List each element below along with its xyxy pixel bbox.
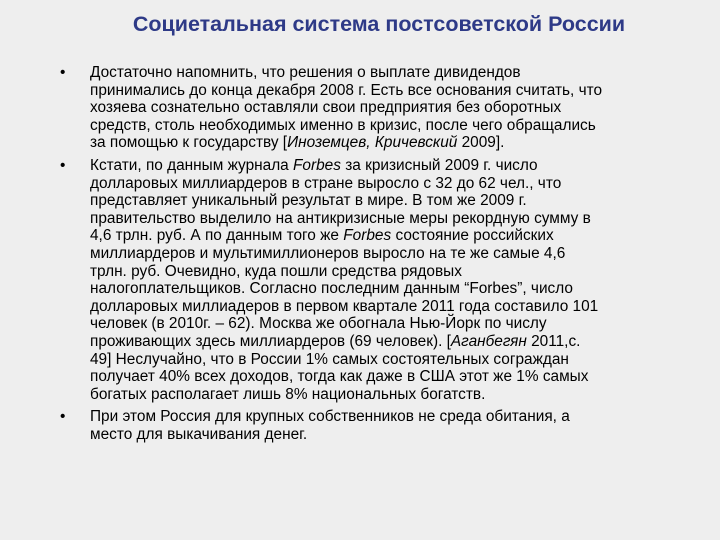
text-segment: правительство выделило на антикризисные меры рекордную сумму в [90,209,591,227]
bullet-marker: • [60,408,66,426]
text-segment: долларовых миллиадеров в первом квартале 2011 года составило 101 [90,297,599,315]
bullet-text-line [90,386,714,404]
bullet-text-line [90,368,714,386]
bullet-item [58,408,714,443]
text-segment: 2009]. [457,134,505,152]
bullet-list [58,64,714,448]
text-segment: Достаточно напомнить, что решения о выплате дивидендов [90,64,521,81]
text-segment: принимались до конца декабря 2008 г. Есть все основания считать, что [90,81,603,99]
bullet-text-line [90,351,714,369]
bullet-text-line [90,426,714,444]
text-segment: хозяева сознательно оставляли свои предприятия без оборотных [90,99,562,117]
text-segment: средств, столь необходимых именно в кризис, после чего обращались [90,116,596,134]
text-segment: место для выкачивания денег. [90,425,308,443]
bullet-text-line [90,333,714,351]
bullet-text-line [90,227,714,245]
bullet-text-line [90,280,714,298]
italic-text: Аганбегян [450,332,527,350]
text-segment: проживающих здесь миллиардеров (69 человек). [ [90,332,451,350]
text-segment: за кризисный 2009 г. число [340,156,538,174]
bullet-text-line [90,263,714,281]
text-segment: налогоплательщиков. Согласно последним данным “Forbes”, число [90,280,573,298]
text-segment: 4,6 трлн. руб. А по данным того же [90,227,344,245]
text-segment: Кстати, по данным журнала [90,156,294,174]
text-segment: 49] Неслучайно, что в России 1% самых состоятельных сограждан [90,350,569,368]
text-segment: долларовых миллиардеров в стране выросло с 32 до 62 чел., что [90,174,562,192]
bullet-text-line [90,134,714,152]
text-segment: При этом Россия для крупных собственников не среда обитания, а [90,408,570,426]
bullet-text-line [90,210,714,228]
text-segment: представляет уникальный результат в мире. В том же 2009 г. [90,192,527,210]
italic-text: Иноземцев, Кричевский [287,134,458,152]
text-segment: человек (в 2010г. – 62). Москва же обогнала Нью-Йорк по числу [90,315,547,333]
bullet-text-line [90,64,714,82]
bullet-item [58,157,714,403]
bullet-marker: • [60,64,66,81]
text-segment: миллиардеров и мультимиллионеров выросло на те же самые 4,6 [90,244,566,262]
bullet-text-line [90,175,714,193]
bullet-text-line [90,298,714,316]
text-segment: 2011,с. [526,332,581,350]
bullet-text-line [90,99,714,117]
text-segment: трлн. руб. Очевидно, куда пошли средства рядовых [90,262,462,280]
bullet-text-line [90,408,714,426]
italic-text: Forbes [293,156,341,174]
italic-text: Forbes [343,227,392,245]
text-segment: богатых располагает лишь 8% национальных богатств. [90,385,486,403]
bullet-item [58,64,714,152]
bullet-marker: • [60,156,66,174]
bullet-text-line [90,157,714,175]
bullet-text-line [90,117,714,135]
bullet-text-line [90,82,714,100]
bullet-text-line [90,192,714,210]
text-segment: за помощью к государству [ [90,134,288,152]
bullet-text-line [90,245,714,263]
bullet-text-line [90,315,714,333]
slide-title: Социетальная система постсоветской России [132,12,626,36]
text-segment: состояние российских [391,227,554,245]
text-segment: получает 40% всех доходов, тогда как даже в США этот же 1% самых [90,368,589,386]
